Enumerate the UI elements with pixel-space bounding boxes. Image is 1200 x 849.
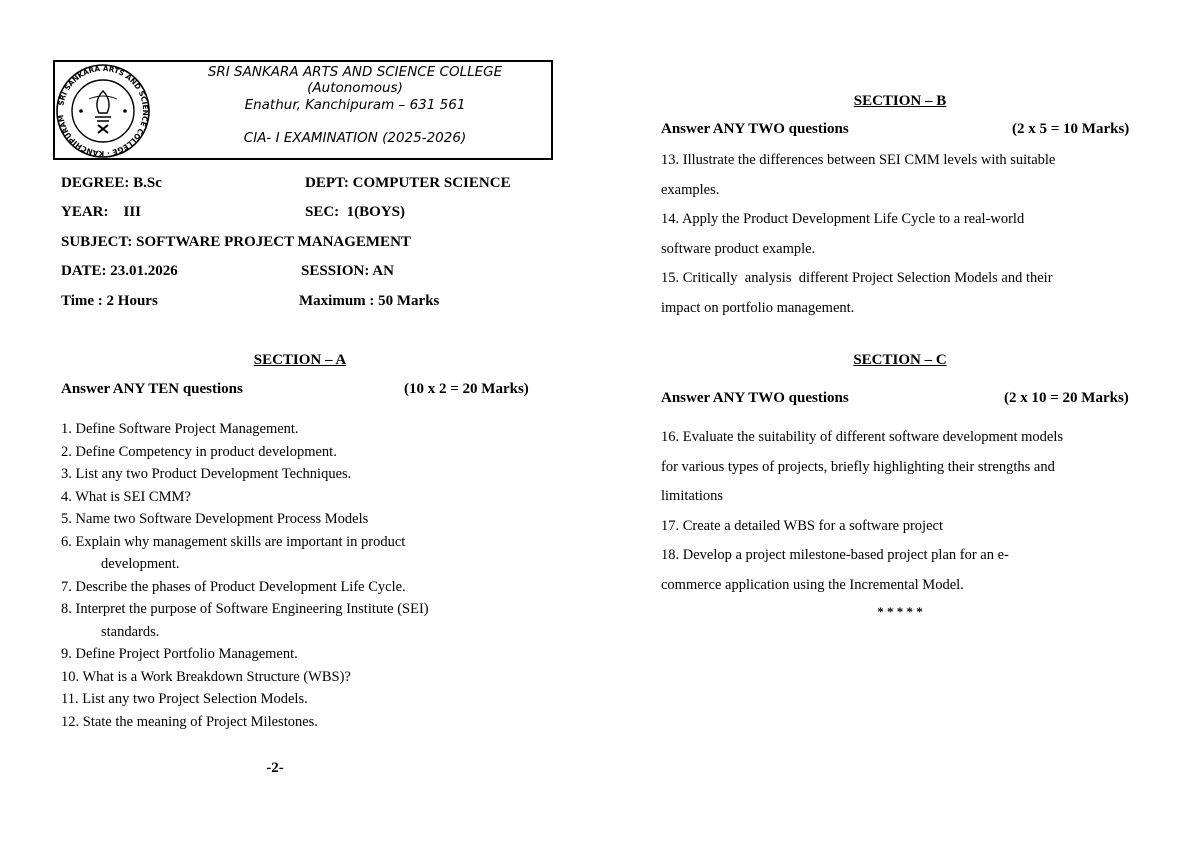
- section-b-instruction: Answer ANY TWO questions: [661, 121, 849, 137]
- section-c-instruction: Answer ANY TWO questions: [661, 390, 849, 406]
- date-label: DATE: 23.01.2026: [61, 263, 178, 279]
- college-address: Enathur, Kanchipuram – 631 561: [244, 97, 466, 113]
- question-item: 10. What is a Work Breakdown Structure (WBS)?: [61, 668, 351, 685]
- question-item: 2. Define Competency in product development.: [61, 443, 337, 460]
- question-item: 7. Describe the phases of Product Development Life Cycle.: [61, 578, 406, 595]
- session-label: SESSION: AN: [301, 263, 394, 279]
- question-item-continuation: standards.: [101, 623, 160, 640]
- question-item-continuation: examples.: [661, 181, 720, 198]
- svg-text:SRI SANKARA ARTS AND SCIENCE C: SRI SANKARA ARTS AND SCIENCE COLLEGE · KANCHIPURAM: [56, 63, 151, 159]
- degree-label: DEGREE: B.Sc: [61, 175, 162, 191]
- section-a-question-list: [61, 418, 541, 733]
- section-c-title: SECTION – C: [853, 352, 947, 368]
- section-a-marks: (10 x 2 = 20 Marks): [404, 381, 529, 397]
- question-item-continuation: impact on portfolio management.: [661, 299, 855, 316]
- end-of-paper-mark: * * * * *: [877, 604, 923, 619]
- question-item-continuation: development.: [101, 556, 180, 572]
- question-item: 6. Explain why management skills are important in product: [61, 533, 406, 550]
- question-item-continuation: commerce application using the Incremental Model.: [661, 576, 964, 593]
- section-b-question-list: [661, 146, 1161, 323]
- section-c-question-list: [661, 423, 1161, 600]
- section-b-title: SECTION – B: [853, 93, 947, 109]
- dept-label: DEPT: COMPUTER SCIENCE: [305, 175, 511, 191]
- question-item: 9. Define Project Portfolio Management.: [61, 646, 298, 662]
- question-item: 15. Critically analysis different Project Selection Models and their: [661, 270, 1053, 286]
- section-c-marks: (2 x 10 = 20 Marks): [1004, 390, 1129, 406]
- question-item: 5. Name two Software Development Process Models: [61, 511, 369, 527]
- question-item: 14. Apply the Product Development Life Cycle to a real-world: [661, 211, 1025, 227]
- question-item: 4. What is SEI CMM?: [61, 488, 191, 505]
- max-marks-label: Maximum : 50 Marks: [299, 293, 440, 309]
- question-item: 1. Define Software Project Management.: [61, 421, 299, 437]
- section-b-marks: (2 x 5 = 10 Marks): [1012, 121, 1130, 137]
- college-status: (Autonomous): [307, 80, 403, 96]
- section-a-instruction: Answer ANY TEN questions: [61, 381, 243, 397]
- college-name: SRI SANKARA ARTS AND SCIENCE COLLEGE: [207, 64, 503, 80]
- section-a-title: SECTION – A: [253, 352, 347, 368]
- college-seal-logo: [55, 63, 151, 159]
- question-item-continuation: limitations: [661, 488, 724, 504]
- time-label: Time : 2 Hours: [61, 293, 158, 309]
- year-label: YEAR: III: [61, 204, 142, 220]
- page-number: -2-: [266, 760, 284, 776]
- question-item: 18. Develop a project milestone-based project plan for an e-: [661, 547, 1009, 563]
- question-item: 16. Evaluate the suitability of different software development models: [661, 429, 1063, 445]
- question-item: 17. Create a detailed WBS for a software project: [661, 517, 943, 534]
- question-item: 11. List any two Project Selection Models.: [61, 691, 308, 707]
- question-item-continuation: software product example.: [661, 240, 816, 257]
- question-item: 12. State the meaning of Project Milestones.: [61, 713, 318, 730]
- subject-label: SUBJECT: SOFTWARE PROJECT MANAGEMENT: [61, 234, 411, 250]
- question-item: 13. Illustrate the differences between SEI CMM levels with suitable: [661, 152, 1056, 168]
- exam-title: CIA- I EXAMINATION (2025-2026): [243, 130, 467, 146]
- question-item: 8. Interpret the purpose of Software Engineering Institute (SEI): [61, 601, 429, 617]
- question-item: 3. List any two Product Development Techniques.: [61, 466, 352, 482]
- sec-label: SEC: 1(BOYS): [305, 204, 406, 220]
- question-item-continuation: for various types of projects, briefly highlighting their strengths and: [661, 458, 1055, 475]
